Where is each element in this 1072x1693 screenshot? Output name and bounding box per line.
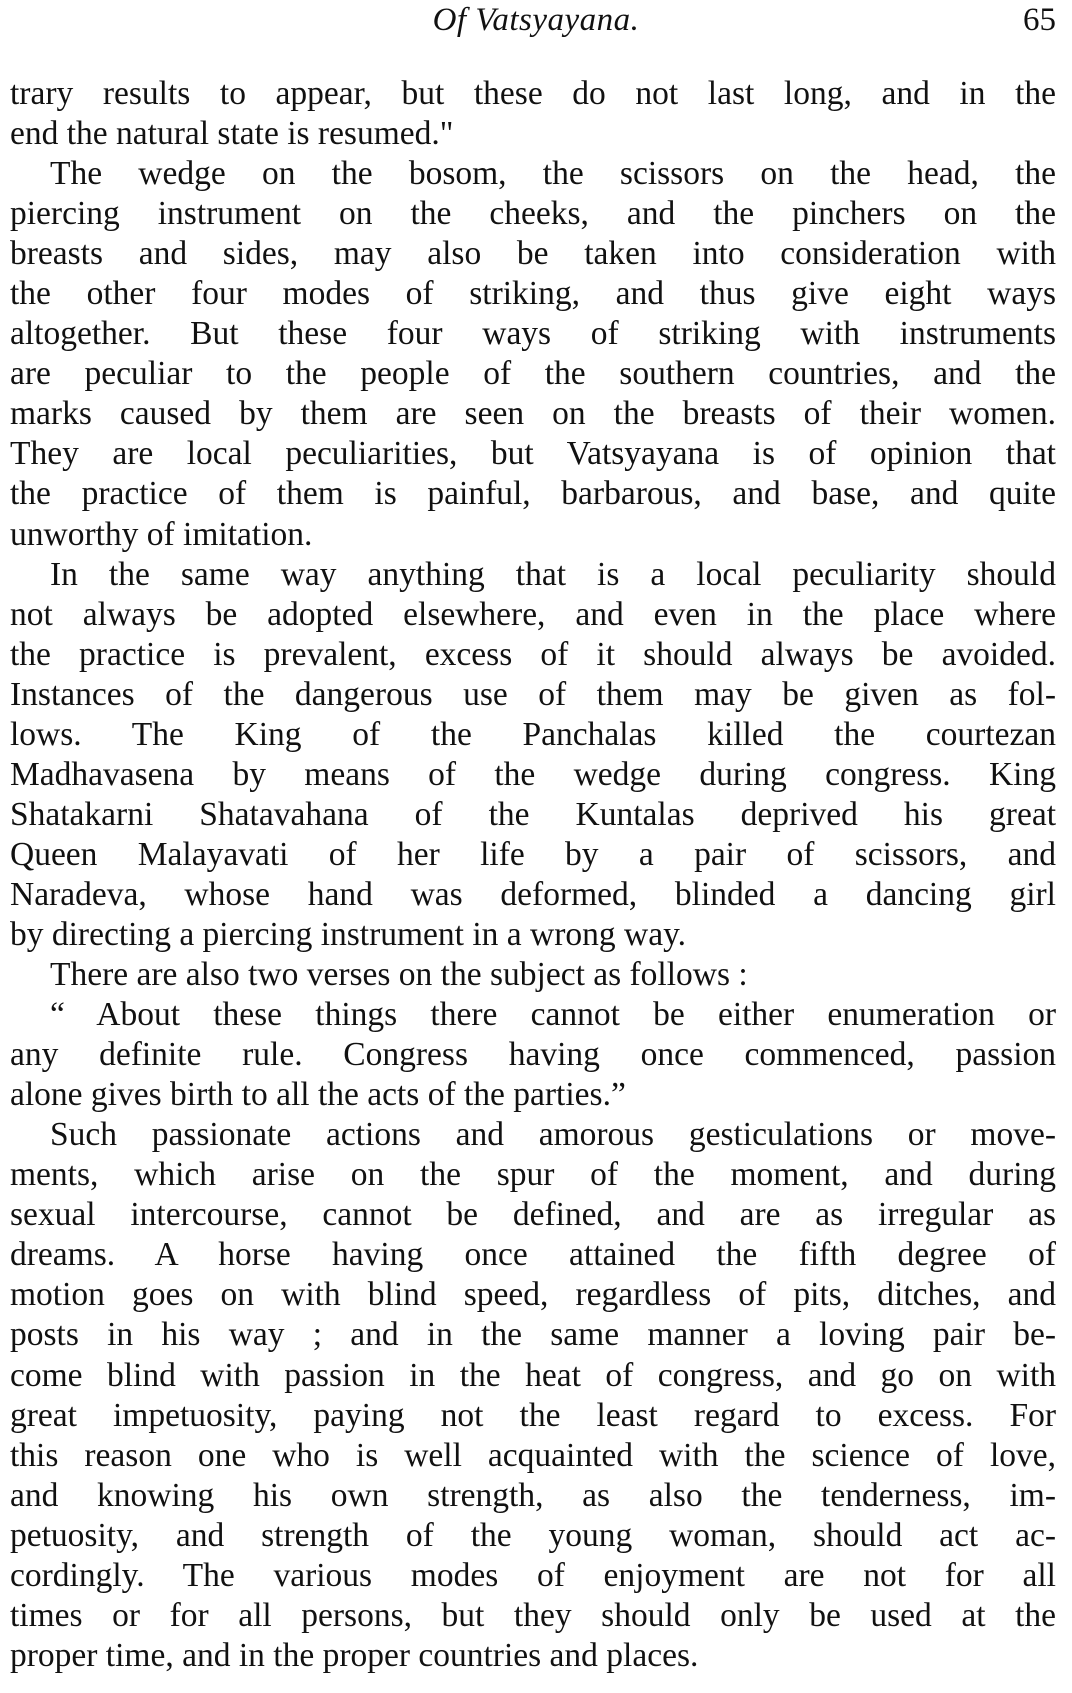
text-line: and knowing his own strength, as also the tenderness, im- (10, 1476, 1056, 1514)
text-line: Shatakarni Shatavahana of the Kuntalas deprived his great (10, 795, 1056, 833)
text-line: The wedge on the bosom, the scissors on the head, the (50, 155, 1056, 193)
text-line: Queen Malayavati of her life by a pair of scissors, and (10, 835, 1056, 873)
text-line: this reason one who is well acquainted with the science of love, (10, 1436, 1056, 1474)
text-line: petuosity, and strength of the young woman, should act ac- (10, 1516, 1056, 1554)
text-line: any definite rule. Congress having once commenced, passion (10, 1036, 1056, 1074)
text-line: by directing a piercing instrument in a wrong way. (10, 915, 687, 953)
text-line: come blind with passion in the heat of congress, and go on with (10, 1356, 1056, 1394)
text-line: sexual intercourse, cannot be defined, and are as irregular as (10, 1196, 1056, 1234)
text-line: trary results to appear, but these do not last long, and in the (10, 75, 1056, 112)
text-line: Instances of the dangerous use of them may be given as fol- (10, 675, 1056, 713)
text-line: posts in his way ; and in the same manner a loving pair be- (10, 1316, 1056, 1354)
body-text (10, 74, 1056, 1676)
text-line: great impetuosity, paying not the least regard to excess. For (10, 1396, 1056, 1434)
text-line: In the same way anything that is a local peculiarity should (50, 555, 1056, 593)
text-line: breasts and sides, may also be taken into consideration with (10, 235, 1056, 273)
text-line: “ About these things there cannot be either enumeration or (50, 996, 1056, 1034)
text-line: the other four modes of striking, and thus give eight ways (10, 275, 1056, 313)
text-line: marks caused by them are seen on the breasts of their women. (10, 395, 1056, 433)
text-line: There are also two verses on the subject as follows : (50, 956, 748, 994)
text-line: not always be adopted elsewhere, and even in the place where (10, 595, 1056, 633)
text-line: lows. The King of the Panchalas killed the courtezan (10, 715, 1056, 753)
text-line: the practice of them is painful, barbarous, and base, and quite (10, 475, 1056, 513)
text-line: Such passionate actions and amorous gesticulations or move- (50, 1116, 1056, 1154)
text-line: piercing instrument on the cheeks, and the pinchers on the (10, 195, 1056, 233)
text-line: alone gives birth to all the acts of the parties.” (10, 1076, 626, 1114)
text-line: motion goes on with blind speed, regardless of pits, ditches, and (10, 1276, 1056, 1314)
text-line: times or for all persons, but they should only be used at the (10, 1596, 1056, 1634)
text-line: They are local peculiarities, but Vatsyayana is of opinion that (10, 435, 1056, 473)
text-line: are peculiar to the people of the southern countries, and the (10, 355, 1056, 393)
running-head (0, 0, 1072, 60)
text-line: dreams. A horse having once attained the fifth degree of (10, 1236, 1056, 1274)
text-line: Naradeva, whose hand was deformed, blinded a dancing girl (10, 875, 1056, 913)
text-line: cordingly. The various modes of enjoyment are not for all (10, 1556, 1056, 1594)
text-line: the practice is prevalent, excess of it should always be avoided. (10, 635, 1056, 673)
text-line: proper time, and in the proper countries and places. (10, 1636, 699, 1674)
running-title: Of Vatsyayana. (432, 2, 640, 38)
text-line: Madhavasena by means of the wedge during congress. King (10, 755, 1056, 793)
text-line: altogether. But these four ways of striking with instruments (10, 315, 1056, 353)
page-number: 65 (1023, 2, 1056, 38)
text-line: end the natural state is resumed." (10, 115, 454, 153)
text-line: ments, which arise on the spur of the moment, and during (10, 1156, 1056, 1194)
text-line: unworthy of imitation. (10, 515, 313, 553)
